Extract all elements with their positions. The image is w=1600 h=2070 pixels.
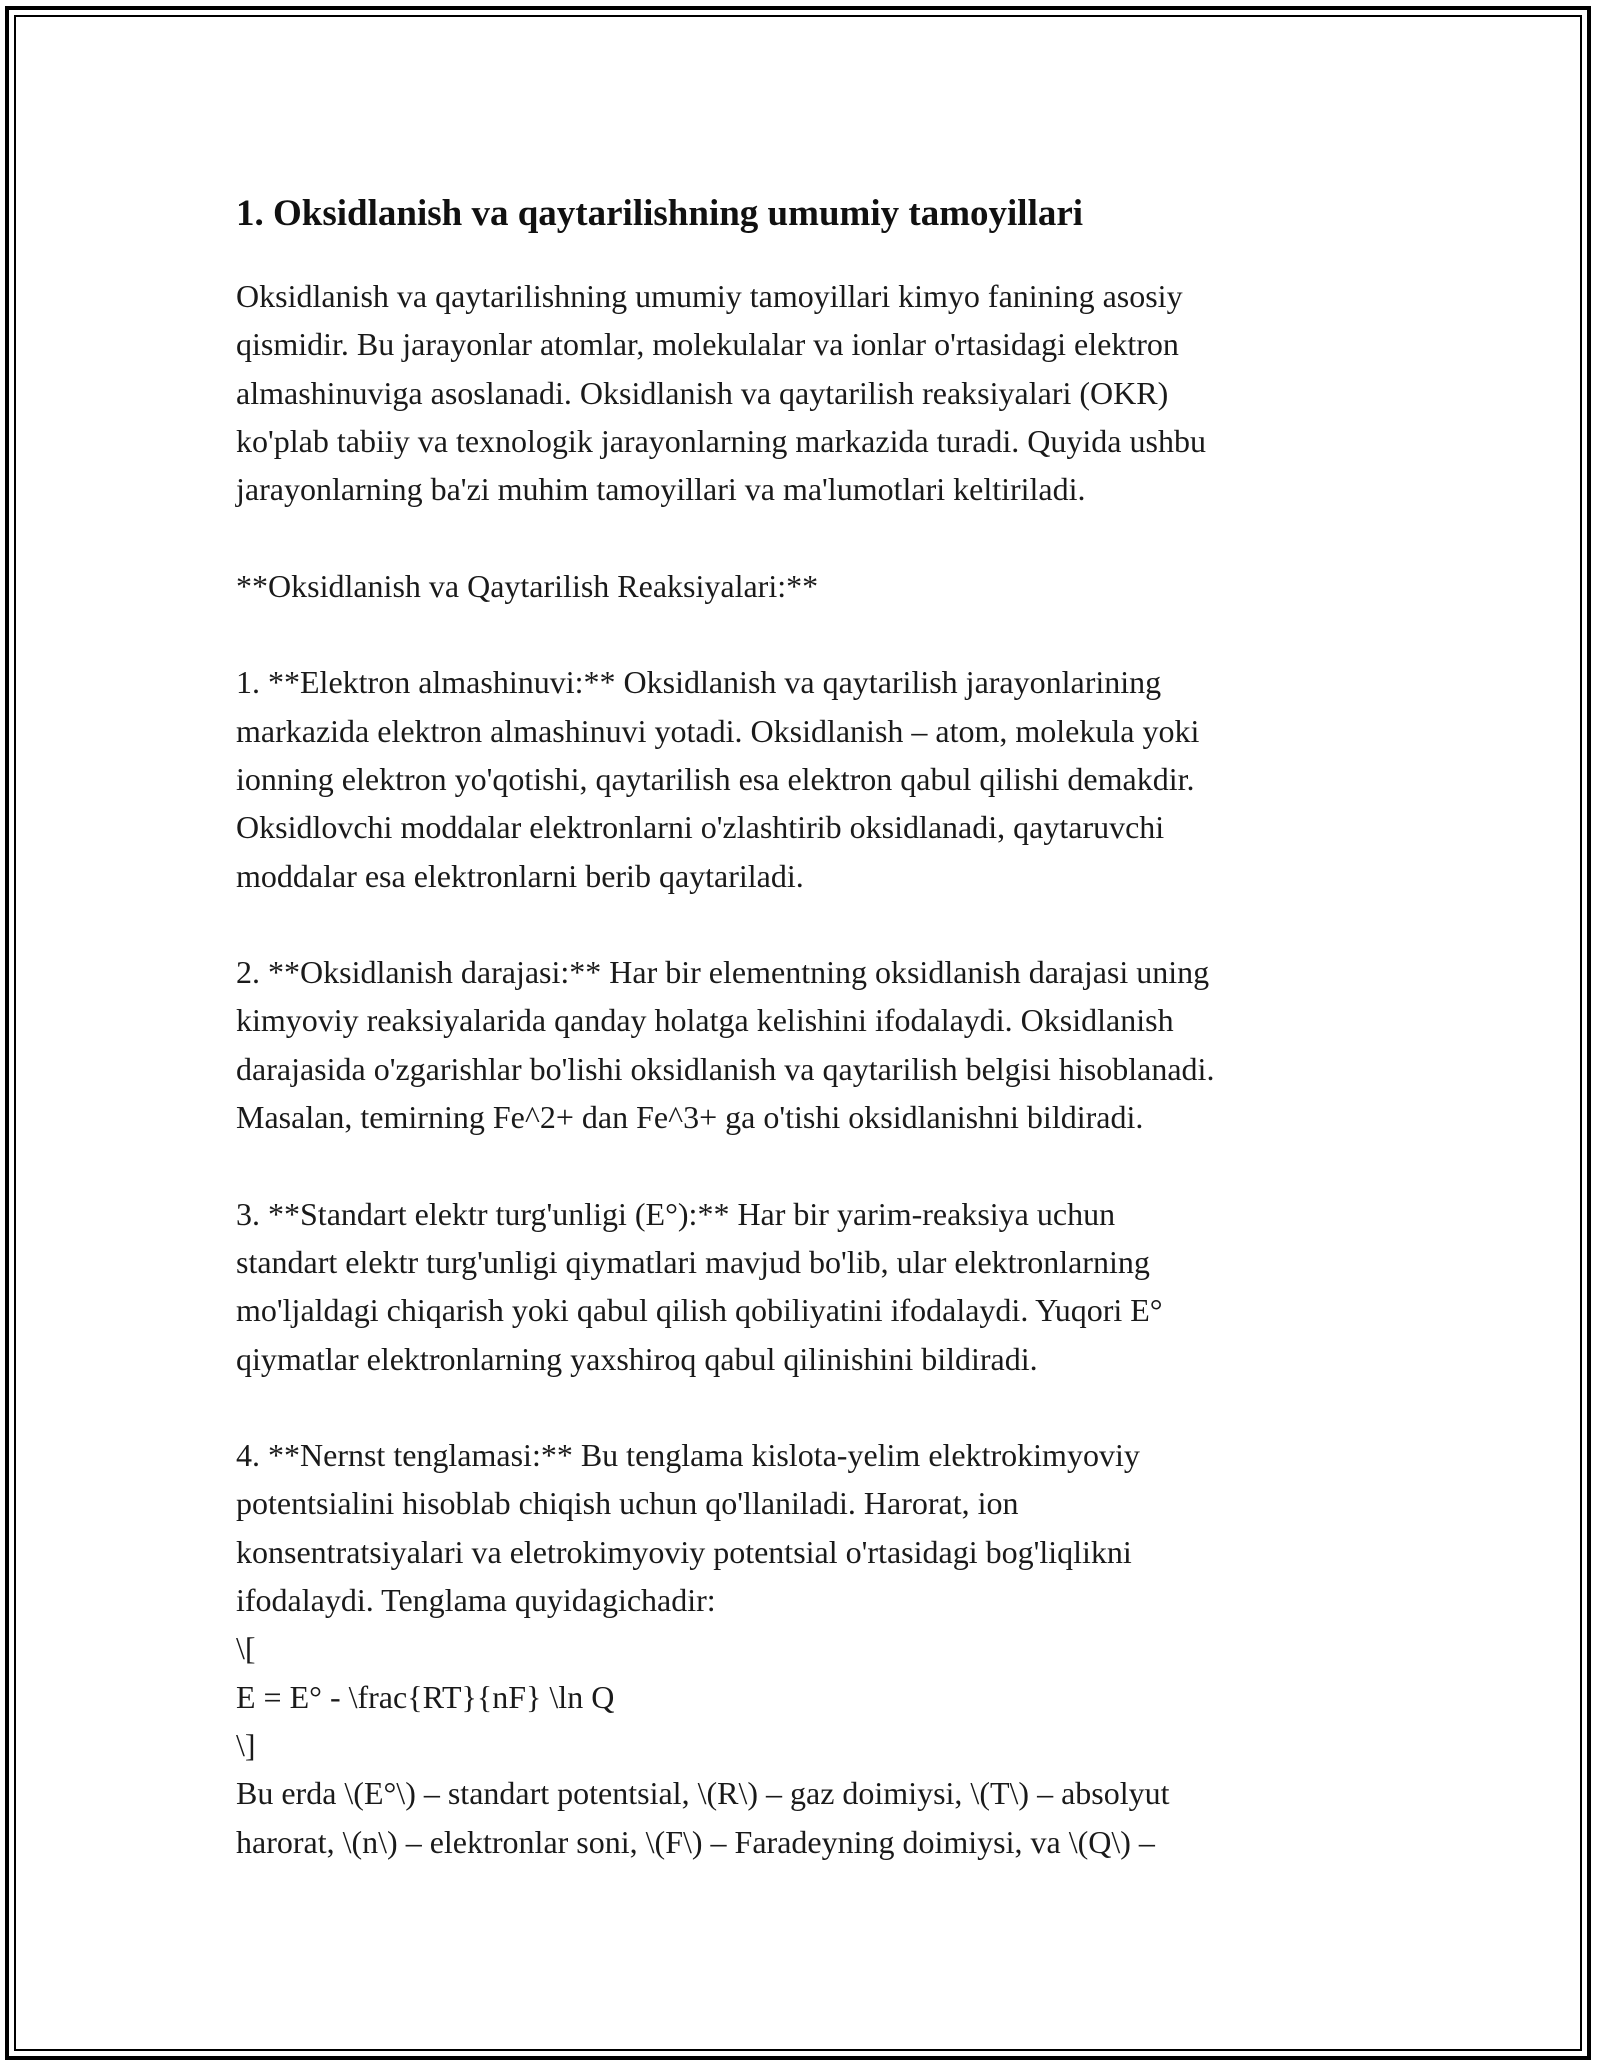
body-text: Oksidlanish va qaytarilishning umumiy tamoyillari kimyo fanining asosiy qismidir. Bu jarayonlar atomlar, molekulalar va ionlar o'rtasidagi elektron almashinuviga asoslanadi. Oksidlanish va qaytarilish reaksiyalari (OKR) ko'plab tabiiy va texnologik jarayonlarning markazida turadi. Quyida ushbu jarayonlarning ba'zi muhim tamoyillari va ma'lumotlari keltiriladi. **Oksidlanish va Qaytarilish Reaksiyalari:** 1. **Elektron almashinuvi:** Oksidlanish va qaytarilish jarayonlarining markazida elektron almashinuvi yotadi. Oksidlanish – atom, molekula yoki ionning elektron yo'qotishi, qaytarilish esa elektron qabul qilishi demakdir. Oksidlovchi moddalar elektronlarni o'zlashtirib oksidlanadi, qaytaruvchi moddalar esa elektronlarni berib qaytariladi. 2. **Oksidlanish darajasi:** Har bir elementning oksidlanish darajasi uning kimyoviy reaksiyalarida qanday holatga kelishini ifodalaydi. Oksidlanish darajasida o'zgarishlar bo'lishi oksidlanish va qaytarilish belgisi hisoblanadi. Masalan, temirning Fe^2+ dan Fe^3+ ga o'tishi oksidlanishni bildiradi. 3. **Standart elektr turg'unligi (E°):** Har bir yarim-reaksiya uchun standart elektr turg'unligi qiymatlari mavjud bo'lib, ular elektronlarning mo'ljaldagi chiqarish yoki qabul qilish qobiliyatini ifodalaydi. Yuqori E° qiymatlar elektronlarning yaxshiroq qabul qilinishini bildiradi. 4. **Nernst tenglamasi:** Bu tenglama kislota-yelim elektrokimyoviy potentsialini hisoblab chiqish uchun qo'llaniladi. Harorat, ion konsentratsiyalari va eletrokimyoviy potentsial o'rtasidagi bog'liqlikni ifodalaydi. Tenglama quyidagichadir: \[ E = E° - \frac{RT}{nF} \ln Q \] Bu erda \(E°\) – standart potentsial, \(R\) – gaz doimiysi, \(T\) – absolyut harorat, \(n\) – elektronlar soni, \(F\) – Faradeyning doimiysi, va \(Q\) – xyxy=(236,278,1215,1860)
document-content xyxy=(236,186,1376,1866)
section-heading: 1. Oksidlanish va qaytarilishning umumiy tamoyillari xyxy=(236,193,1084,234)
